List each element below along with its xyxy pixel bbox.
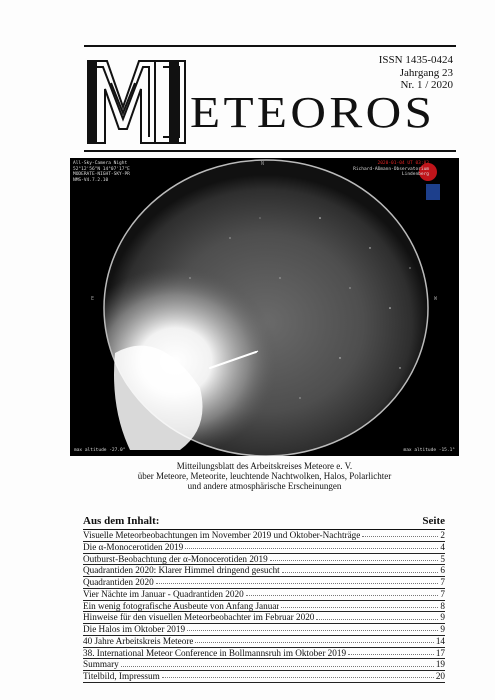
toc-entry-page: 5 xyxy=(440,553,445,564)
toc-entry-title: Die Halos im Oktober 2019 xyxy=(83,624,186,634)
meteoros-logo xyxy=(85,55,189,147)
toc-entry-title: Summary xyxy=(83,659,119,670)
toc-leader-dots xyxy=(246,595,439,596)
osd-line: 2020-01-04 UT 03:03 xyxy=(377,161,429,166)
issue-info xyxy=(379,54,453,92)
toc-entry[interactable] xyxy=(83,554,445,566)
osd-line: All-Sky-Camera Night xyxy=(73,161,128,166)
toc-entry[interactable] xyxy=(83,659,445,671)
osd-bottom-left: max altitude -27.0° xyxy=(74,447,126,453)
allsky-photo xyxy=(70,158,459,456)
osd-bottom-right: max altitude -15.1° xyxy=(403,447,455,453)
toc-entry-title: Hinweise für den visuellen Meteorbeobachter im Februar 2020 xyxy=(83,612,315,623)
toc-entry[interactable] xyxy=(83,671,445,683)
osd-top-left xyxy=(73,161,130,183)
toc-header xyxy=(83,515,445,530)
toc-entry-page: 2 xyxy=(440,530,445,540)
toc-leader-dots xyxy=(281,607,438,608)
toc-entry-page: 7 xyxy=(440,588,445,599)
toc-entry-page: 14 xyxy=(435,635,445,646)
toc-list xyxy=(83,530,445,683)
toc-entry-title: Titelbild, Impressum xyxy=(83,671,160,681)
toc-entry[interactable] xyxy=(83,589,445,601)
toc-entry-page: 8 xyxy=(440,600,445,611)
toc-leader-dots xyxy=(121,666,434,667)
toc-entry-page: 19 xyxy=(435,659,445,670)
toc-entry[interactable] xyxy=(83,601,445,613)
toc-entry-page: 6 xyxy=(440,565,445,576)
toc-entry[interactable] xyxy=(83,612,445,624)
toc-entry-page: 9 xyxy=(440,612,445,623)
osd-line: 52°12'56"N 14°07'17"E xyxy=(73,166,130,172)
volume: Jahrgang 23 xyxy=(399,66,453,79)
toc-entry-title: Quadrantiden 2020 xyxy=(83,577,154,587)
toc-entry[interactable] xyxy=(83,542,445,554)
cover-caption xyxy=(70,461,459,491)
toc-page-heading: Seite xyxy=(422,515,445,527)
toc-heading: Aus dem Inhalt: xyxy=(83,515,160,527)
direction-east: E xyxy=(91,296,95,302)
toc-entry[interactable] xyxy=(83,648,445,660)
toc-entry[interactable] xyxy=(83,624,445,636)
toc-leader-dots xyxy=(187,630,438,631)
magazine-title: ETEOROS xyxy=(190,88,436,137)
toc-entry[interactable] xyxy=(83,577,445,589)
toc-entry[interactable] xyxy=(83,565,445,577)
cover-allsky-image xyxy=(70,158,459,456)
toc-leader-dots xyxy=(282,572,439,573)
osd-line: Lindenberg xyxy=(401,172,429,177)
osd-line: MODERATE-NIGHT-SKY-PR xyxy=(73,172,130,177)
toc-entry-page: 20 xyxy=(435,671,445,681)
toc-entry-page: 9 xyxy=(440,624,445,634)
toc-entry-title: Outburst-Beobachtung der α-Monocerotiden 2019 xyxy=(83,553,268,564)
caption-line: und andere atmosphärische Erscheinungen xyxy=(187,481,342,491)
toc-entry-title: Die α-Monocerotiden 2019 xyxy=(83,541,184,552)
toc-entry[interactable] xyxy=(83,636,445,648)
toc-entry-title: Ein wenig fotografische Ausbeute von Anfang Januar xyxy=(83,600,280,611)
toc-leader-dots xyxy=(195,642,433,643)
toc-leader-dots xyxy=(156,583,439,584)
toc-entry-page: 7 xyxy=(440,577,445,587)
toc-entry-title: Quadrantiden 2020: Klarer Himmel dringend gesucht xyxy=(83,565,280,576)
direction-north: N xyxy=(261,161,265,167)
toc-entry[interactable] xyxy=(83,530,445,542)
osd-line: NMS-V4.7.2.10 xyxy=(73,177,109,183)
table-of-contents xyxy=(83,515,445,683)
toc-entry-title: Vier Nächte im Januar - Quadrantiden 2020 xyxy=(83,588,244,599)
toc-leader-dots xyxy=(362,536,438,537)
toc-entry-title: 40 Jahre Arbeitskreis Meteore xyxy=(83,635,194,646)
issn: ISSN 1435-0424 xyxy=(378,54,453,66)
caption-line: über Meteore, Meteorite, leuchtende Nachtwolken, Halos, Polarlichter xyxy=(137,471,392,481)
osd-line: Richard-Aßmann-Observatorium xyxy=(353,166,429,172)
toc-leader-dots xyxy=(316,619,438,620)
toc-entry-page: 17 xyxy=(435,647,445,658)
issue-number: Nr. 1 / 2020 xyxy=(400,79,453,91)
toc-leader-dots xyxy=(348,654,434,655)
toc-leader-dots xyxy=(185,548,438,549)
caption-line: Mitteilungsblatt des Arbeitskreises Meteore e. V. xyxy=(176,461,353,471)
toc-leader-dots xyxy=(270,560,439,561)
toc-entry-title: Visuelle Meteorbeobachtungen im November 2019 und Oktober-Nachträge xyxy=(83,530,361,540)
toc-leader-dots xyxy=(162,677,434,678)
toc-entry-title: 38. International Meteor Conference in Bollmannsruh im Oktober 2019 xyxy=(83,647,347,658)
direction-west: W xyxy=(433,296,437,302)
toc-entry-page: 4 xyxy=(440,541,445,552)
top-rule xyxy=(84,45,456,47)
bottom-rule xyxy=(84,150,456,152)
osd-top-right xyxy=(353,161,429,178)
